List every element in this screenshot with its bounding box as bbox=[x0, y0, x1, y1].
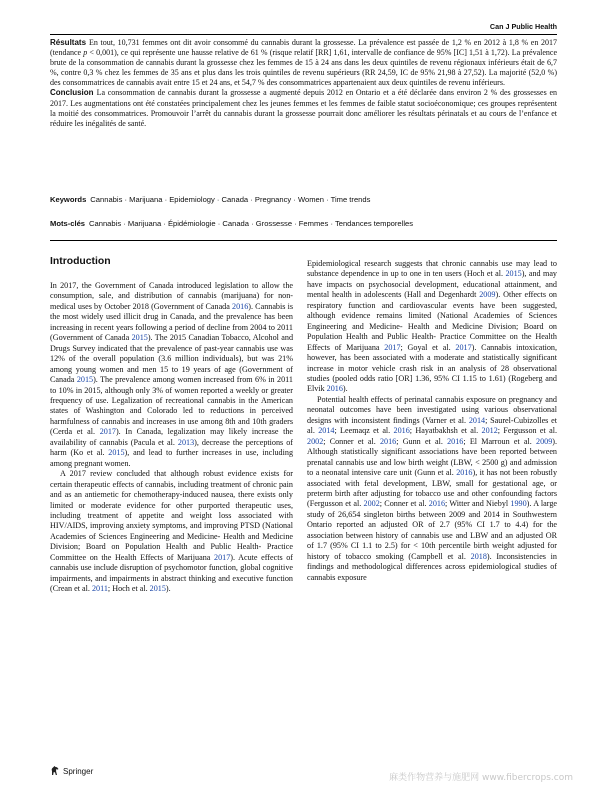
citation-link[interactable]: 2015 bbox=[108, 448, 125, 458]
text-run: ). The prevalence among women increased from 6% in 2011 to 10% in 2015, although only 3% of women reported a weekly or greater frequency of use. Legalization of recreational cannabis in the American states of Washington and Colorado led to reductions in perceived harmfulness of cannabis and increases in use among 8th and 10th graders (Cerda et al. bbox=[50, 375, 293, 437]
text-run: A 2017 review concluded that although robust evidence exists for certain therapeutic effects of cannabis, including treatment of chronic pain and as an antiemetic for chemotherapy-induced nausea, there exists only limited or moderate evidence for other purported therapeutic uses, including treatment of appetite and weight loss associated with HIV/AIDS, improving anxiety symptoms, and improving PTSD (National Academies of Sciences Engineering and Medicine- Health and Medicine Division; Board on Population Health and Public Health- Practice Committee on the Health Effects of Marijuana bbox=[50, 469, 293, 562]
paragraph bbox=[307, 259, 557, 395]
abstract-results bbox=[50, 38, 557, 88]
text-run: ). Inconsistencies in findings and methodological differences across epidemiological studies of cannabis exposure bbox=[307, 551, 557, 582]
right-column bbox=[307, 259, 557, 583]
text-run: ; Witter and Niebyl bbox=[445, 499, 511, 509]
text-run: ), decrease the perceptions of harm (Ko et al. bbox=[50, 437, 293, 458]
citation-link[interactable]: 2009 bbox=[536, 436, 553, 446]
text-run: ). Although statistically significant associations have been reported between prenatal cannabis use and low birth weight (LBW, < 2500 g) and admission to a neonatal intensive care unit (Gunn et al. bbox=[307, 436, 558, 478]
text-run: Potential health effects of perinatal cannabis exposure on pregnancy and neonatal outcomes have been investigated using various observational designs with inconsistent findings (Varner et al. bbox=[307, 394, 557, 425]
text-run: In 2017, the Government of Canada introduced legislation to allow the consumption, sale, and distribution of cannabis (marijuana) for non-medical uses by October 2018 (Government of Canada bbox=[50, 281, 293, 311]
conclusion-label: Conclusion bbox=[50, 88, 94, 98]
footer bbox=[50, 765, 93, 778]
text-run: ). The 2015 Canadian Tobacco, Alcohol and Drugs Survey indicated that the prevalence of past-year cannabis use was 12% of the overall population (3.6 million individuals), but was 21% among young women and men 15 to 19 years of age (Government of Canada bbox=[50, 333, 294, 385]
text-run: ). Other effects on respiratory function and cardiovascular events have been suggested, although evidence remains limited (National Academies of Sciences Engineering and Medicine- Health and Medicine Division; Board on Population Health and Public Health- Practice Committee on the Health Effects of Marijuana bbox=[307, 290, 557, 352]
citation-link[interactable]: 2017 bbox=[214, 552, 231, 562]
text-run: ; Hoch et al. bbox=[107, 584, 150, 594]
text-run: ). Cannabis is the most widely used illicit drug in Canada, and the prevalence has been increasing in recent years following a period of decline from 2004 to 2011 (Government of Canada bbox=[50, 301, 293, 343]
paragraph bbox=[50, 281, 293, 469]
citation-link[interactable]: 2013 bbox=[177, 437, 195, 447]
text-run: ), it has not been robustly associated with fetal development, LBW, small for gestational age, or preterm birth after adjusting for tobacco use and other confounding factors (Fergusson et al. bbox=[307, 468, 558, 509]
introduction-heading: Introduction bbox=[50, 256, 111, 267]
text-run: ; Conner et al. bbox=[379, 499, 429, 509]
results-text bbox=[50, 38, 557, 87]
citation-link[interactable]: 2002 bbox=[363, 499, 380, 509]
keywords-label: Keywords bbox=[50, 195, 87, 204]
french-abstract bbox=[50, 38, 557, 129]
mots-cles-label: Mots-clés bbox=[50, 219, 86, 228]
citation-link[interactable]: 2016 bbox=[456, 468, 473, 478]
text-run: ). Acute effects of cannabis use include disruption of psychomotor function, global cognitive impairments, and impairments in abstract thinking and executive function (Crean et al. bbox=[50, 552, 293, 594]
text-run: ; Hayatbakhsh et al. bbox=[409, 426, 482, 436]
text-run: ; Saurel-Cubizolles et al. bbox=[307, 415, 557, 436]
citation-link[interactable]: 2009 bbox=[479, 290, 496, 300]
section-divider bbox=[50, 240, 557, 241]
text-run: ). In Canada, legalization may likely increase the availability of cannabis (Pacula et al. bbox=[50, 427, 293, 447]
citation-link[interactable]: 2016 bbox=[393, 426, 410, 436]
citation-link[interactable]: 2016 bbox=[428, 499, 445, 509]
keywords-line bbox=[50, 195, 557, 204]
paragraph bbox=[307, 395, 557, 583]
citation-link[interactable]: 1990 bbox=[510, 499, 527, 509]
text-run: Epidemiological research suggests that chronic cannabis use may lead to substance dependence in up to one in ten users (Hoch et al. bbox=[307, 259, 557, 279]
results-label: Résultats bbox=[50, 38, 87, 47]
keywords-text: Cannabis · Marijuana · Epidemiology · Canada · Pregnancy · Women · Time trends bbox=[90, 195, 371, 204]
text-run: ). A large study of 26,654 singleton births between 2009 and 2014 in Southwestern Ontario reported an adjusted OR of 2.7 (95% CI 1.7 to 4.4) for the association between history of cannabis use and LBW and an adjusted OR of 1.7 (95% CI 1.1 to 2.5) for < 10th percentile birth weight adjusted for history of tobacco smoking (Campbell et al. bbox=[307, 499, 557, 561]
citation-link[interactable]: 2017 bbox=[455, 342, 472, 352]
citation-link[interactable]: 2014 bbox=[318, 426, 335, 436]
text-run: ; Leemaqz et al. bbox=[334, 426, 394, 436]
citation-link[interactable]: 2016 bbox=[447, 436, 464, 446]
citation-link[interactable]: 2017 bbox=[384, 342, 401, 352]
text-run: < 0,001), ce qui représente une hausse relative de 61 % (risque relatif [RR] 1,61, intervalle de confiance de 95% [IC] 1,51 à 1,72). La prévalence brute de la consommation de cannabis durant la grossesse chez les femmes de 15 à 24 ans dans les deux quintiles de revenu régionaux inférieurs était de 6,7 %, contre 0,3 % chez les femmes de 35 ans et plus dans les trois quintiles de revenu supérieurs (RR 24,59, IC de 95% 21,98 à 27,52). La majorité (52,0 %) des consommatrices de cannabis avait entre 15 et 24 ans, et 54,7 % des consommatrices appartenaient aux deux quintiles de revenu inférieurs. bbox=[50, 48, 557, 88]
text-run: En tout, 10,731 femmes ont dit avoir consommé du cannabis durant la grossesse. La prévalence est passée de 1,2 % en 2012 à 1,8 % en 2017 (tendance bbox=[50, 38, 557, 58]
text-run: ; Conner et al. bbox=[323, 436, 380, 446]
mots-cles-text: Cannabis · Marijuana · Épidémiologie · Canada · Grossesse · Femmes · Tendances temporelles bbox=[89, 219, 414, 228]
citation-link[interactable]: 2016 bbox=[326, 384, 343, 394]
text-run: ; Gunn et al. bbox=[396, 436, 448, 446]
text-run: ; El Marroun et al. bbox=[463, 436, 537, 446]
text-run: ). bbox=[342, 384, 348, 394]
text-run: ; Goyal et al. bbox=[400, 342, 456, 352]
watermark: 麻类作物营养与施肥网 www.fibercrops.com bbox=[389, 773, 573, 783]
text-run: ). Cannabis intoxication, however, has been associated with a moderate and statistically significant increase in motor vehicle crash risk in an analysis of 28 observational studies (pooled odds ratio [OR] 1.36, 95% CI 1.15 to 1.61) (Rogeberg and Elvik bbox=[307, 342, 557, 394]
springer-horse-icon bbox=[50, 765, 60, 778]
citation-link[interactable]: 2015 bbox=[76, 375, 94, 385]
left-column bbox=[50, 281, 293, 595]
citation-link[interactable]: 2014 bbox=[468, 415, 486, 425]
citation-link[interactable]: 2002 bbox=[307, 436, 324, 446]
citation-link[interactable]: 2015 bbox=[131, 333, 148, 343]
text-run: ), and lead to further increases in use, including among pregnant women. bbox=[50, 448, 294, 468]
citation-link[interactable]: 2018 bbox=[470, 551, 487, 561]
citation-link[interactable]: 2012 bbox=[481, 426, 498, 436]
citation-link[interactable]: 2011 bbox=[91, 584, 108, 594]
citation-link[interactable]: 2016 bbox=[232, 301, 249, 311]
text-run: ; Fergusson et al. bbox=[497, 426, 557, 436]
conclusion-text: La consommation de cannabis durant la grossesse a augmenté depuis 2012 en Ontario et a été déclarée dans environ 2 % des grossesses en 2017. Les augmentations ont été constatées principalement chez les jeunes femmes et les femmes de faible statut socioéconomique; ces groupes représentent la moitié des consommatrices. Promouvoir l’arrêt du cannabis durant la grossesse pourrait donc améliorer les résultats périnatals et au cours de l’enfance et réduire les inégalités de santé. bbox=[50, 88, 557, 128]
citation-link[interactable]: 2017 bbox=[99, 427, 116, 437]
italic-symbol: p bbox=[83, 48, 88, 58]
abstract-conclusion bbox=[50, 88, 557, 128]
paragraph bbox=[50, 469, 293, 594]
text-run: ). bbox=[165, 584, 171, 594]
text-run: ), and may have impacts on psychosocial development, educational attainment, and mental health in adolescents (Hall and Degenhardt bbox=[307, 269, 557, 300]
springer-label: Springer bbox=[63, 767, 94, 776]
running-head: Can J Public Health bbox=[489, 22, 557, 31]
citation-link[interactable]: 2016 bbox=[379, 436, 397, 446]
citation-link[interactable]: 2015 bbox=[505, 269, 522, 279]
top-divider bbox=[50, 34, 557, 35]
mots-cles-line bbox=[50, 219, 557, 228]
citation-link[interactable]: 2015 bbox=[149, 584, 166, 594]
